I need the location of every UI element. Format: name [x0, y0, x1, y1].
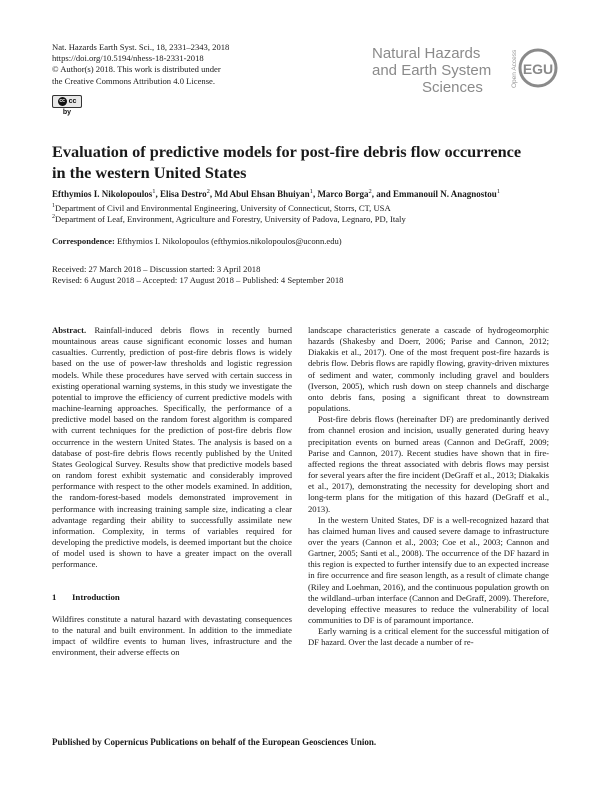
correspondence-label: Correspondence:: [52, 236, 115, 246]
intro-paragraph: [52, 614, 292, 659]
title-line-1: Evaluation of predictive models for post-fire debris flow occurrence: [52, 142, 522, 161]
author-affiliation-mark: 1: [152, 188, 156, 195]
citation-license: the Creative Commons Attribution 4.0 License.: [52, 75, 216, 86]
author-affiliation-mark: 1: [309, 188, 313, 195]
journal-name-line-1: Natural Hazards: [372, 45, 481, 62]
section-title: Introduction: [72, 592, 120, 602]
body-paragraph: Post-fire debris flows (hereinafter DF) are predominantly derived from channel erosion and incision, usually generated during heavy precipitation events on burned areas (Cannon and DeGraff, 2009; Parise and Cannon, 2017). Recent studies have shown that in fire-affected regions the threat associated with debris flows may persist for several years after the fire incident (DeGraff et al., 2013; Diakakis et al., 2017), demonstrating the necessity for developing short and long-term plans for the mitigation of this hazard (DeGraff et al., 2013).: [308, 414, 549, 514]
citation-copyright: © Author(s) 2018. This work is distributed under: [52, 64, 221, 75]
author-name: and Emmanouil N. Anagnostou: [376, 189, 497, 199]
revised-dates: Revised: 6 August 2018 – Accepted: 17 August 2018 – Published: 4 September 2018: [52, 275, 344, 285]
affiliation-text: Department of Leaf, Environment, Agriculture and Forestry, University of Padova, Legnaro, PD, Italy: [55, 213, 406, 224]
section-heading-introduction: [52, 592, 120, 602]
intro-text: Wildfires constitute a natural hazard with devastating consequences to the natural and built environment. In addition to the immediate impact of wildfire events to human lives, infrastructure and the environment, their adverse effects on: [52, 614, 292, 658]
cc-label: cc by: [62, 98, 77, 116]
open-access-text: Open Access: [511, 49, 518, 88]
affiliation-number: 2: [52, 214, 55, 220]
received-dates: Received: 27 March 2018 – Discussion started: 3 April 2018: [52, 264, 261, 274]
author-affiliation-mark: 1: [496, 188, 501, 195]
citation-block: [52, 42, 229, 87]
author-list: Efthymios I. Nikolopoulos$^1$, Elisa Destro$^2$, Md Abul Ehsan Bhuiyan$^1$, Marco Borga$^2$, and Emmanouil N. Anagnostou$^1$: [52, 188, 501, 199]
publisher-footer: Published by Copernicus Publications on behalf of the European Geosciences Union.: [52, 737, 377, 747]
author-name: Marco Borga: [317, 189, 369, 199]
affiliation-number: 1: [52, 203, 55, 209]
correspondence-email[interactable]: Efthymios I. Nikolopoulos (efthymios.nikolopoulos@uconn.edu): [117, 236, 342, 246]
affiliation-text: Department of Civil and Environmental Engineering, University of Connecticut, Storrs, CT, USA: [55, 202, 391, 213]
citation-doi[interactable]: https://doi.org/10.5194/nhess-18-2331-2018: [52, 53, 204, 64]
abstract: [52, 325, 292, 570]
author-affiliation-mark: 2: [368, 188, 372, 195]
section-number: 1: [52, 592, 57, 602]
journal-name-line-3: Sciences: [422, 79, 483, 96]
egu-logo-text: EGU: [522, 61, 554, 77]
right-column: [308, 325, 549, 649]
cc-icon: cc: [59, 97, 65, 104]
journal-name: [372, 45, 492, 96]
abstract-text: Rainfall-induced debris flows in recently burned mountainous areas cause significant economic losses and human casualties. Currently, prediction of post-fire debris flows is widely based on the use of power-law thresholds and logistic regression models. While these procedures have served with certain success in existing operational warning systems, in this study we investigate the potential to improve the efficiency of current predictive models with machine-learning approaches. Specifically, the performance of a predictive model based on the random forest algorithm is compared with current techniques for the prediction of post-fire debris flow occurrence in the western United States. The analysis is based on a database of post-fire debris flows recently published by the United States Geological Survey. Results show that predictive models based on random forest exhibit systematic and considerably improved performance with respect to the other models examined. In addition, the random-forest-based models demonstrated improvement in performance with increasing training sample size, indicating a clear advantage regarding their ability to successfully assimilate new information. Complexity, in terms of variables required for developing the predictive models, is deemed important but the choice of model used is shown to have a greater impact on the overall performance.: [52, 325, 292, 570]
citation-journal: Nat. Hazards Earth Syst. Sci., 18, 2331–2343, 2018: [52, 42, 230, 52]
journal-name-line-2: and Earth System: [372, 62, 492, 79]
body-paragraph: In the western United States, DF is a well-recognized hazard that has claimed human lives and caused severe damage to infrastructure over the years (Cannon et al., 2003; Coe et al., 2003; Cannon and Gartner, 2005; Santi et al., 2008). The occurrence of the DF hazard in this region is expected to further intensify due to an expected increase in fire occurrence and fire season length, as a result of climate change (Riley and Loehman, 2016), and the continuous population growth on the wildland–urban interface (Cannon and DeGraff, 2009). Therefore, developing effective measures to reduce the vulnerability of local communities to DF is of paramount importance.: [308, 514, 549, 626]
author-name: Efthymios I. Nikolopoulos: [52, 189, 153, 199]
title-line-2: in the western United States: [52, 163, 247, 182]
author-name: Elisa Destro: [160, 189, 207, 199]
author-affiliation-mark: 2: [206, 188, 210, 195]
author-name: Md Abul Ehsan Bhuiyan: [214, 189, 310, 199]
body-paragraph: Early warning is a critical element for the successful mitigation of DF hazard. Over the last decade a number of re-: [308, 626, 549, 648]
affiliation-2: [52, 212, 557, 225]
egu-logo: [518, 48, 558, 88]
correspondence: [52, 236, 342, 246]
article-title: [52, 141, 552, 183]
cc-license-badge[interactable]: [52, 95, 82, 116]
abstract-label: Abstract.: [52, 325, 87, 335]
body-paragraph: landscape characteristics generate a cascade of hydrogeomorphic hazards (Shakesby and Doerr, 2006; Parise and Cannon, 2012; Diakakis et al., 2017). One of the most frequent post-fire hazards is debris flow. Debris flows are rapidly flowing, gravity-driven mixtures of sediment and water, commonly including gravel and boulders (Iverson, 2005), which rush down on steep channels and discharge onto debris fans, posing a significant threat to downstream populations.: [308, 325, 549, 414]
